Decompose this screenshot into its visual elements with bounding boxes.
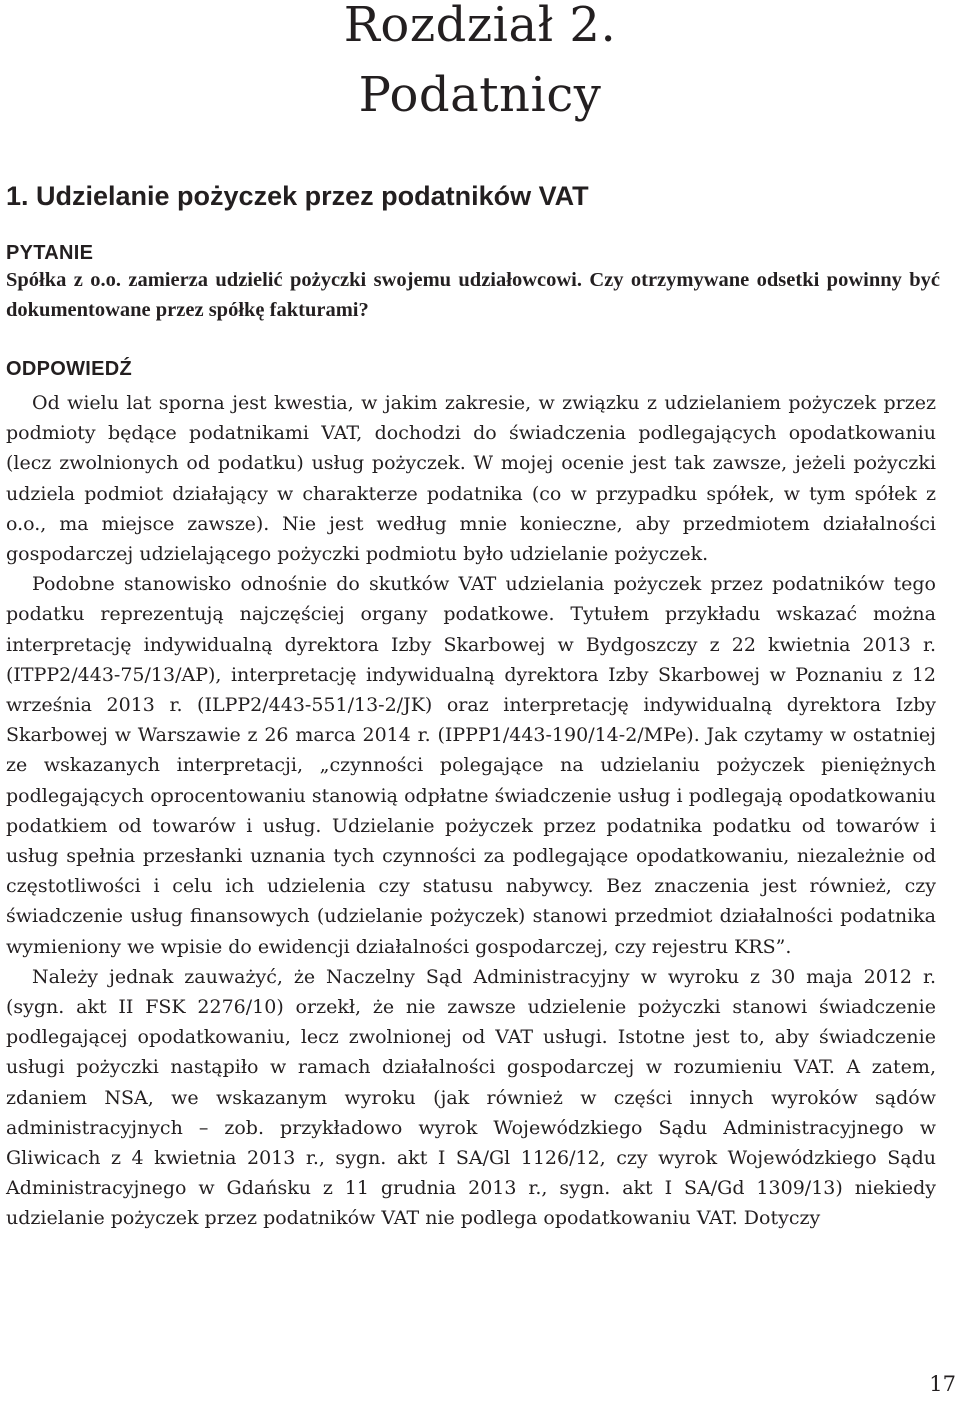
question-text: Spółka z o.o. zamierza udzielić pożyczki swojemu udziałowcowi. Czy otrzymywane odsetki powinny być dokumentowane przez spółkę fakturami?	[6, 269, 940, 321]
answer-paragraph-3: Należy jednak zauważyć, że Naczelny Sąd Administracyjny w wyroku z 30 maja 2012 r. (sygn. akt II FSK 2276/10) orzekł, że nie zawsze udzielenie pożyczki stanowi świadczenie podlegającej opodatkowaniu, lecz zwolnionej od VAT usługi. Istotne jest to, aby świadczenie usługi pożyczki nastąpiło w ramach działalności gospodarczej w rozumieniu VAT. A zatem, zdaniem NSA, we wskazanym wyroku (jak również w części innych wyroków sądów administracyjnych – zob. przykładowo wyrok Wojewódzkiego Sądu Administracyjnego w Gliwicach z 4 kwietnia 2013 r., sygn. akt I SA/Gl 1126/12, czy wyrok Wojewódzkiego Sądu Administracyjnego w Gdańsku z 11 grudnia 2013 r., sygn. akt I SA/Gd 1309/13) niekiedy udzielanie pożyczek przez podatników VAT nie podlega opodatkowaniu VAT. Dotyczy	[6, 965, 936, 1230]
answer-paragraph-2: Podobne stanowisko odnośnie do skutków VAT udzielania pożyczek przez podatników tego podatku reprezentują najczęściej organy podatkowe. Tytułem przykładu wskazać można interpretację indywidualną dyrektora Izby Skarbowej w Bydgoszczy z 22 kwietnia 2013 r. (ITPP2/443-75/13/AP), interpretację indywidualną dyrektora Izby Skarbowej w Poznaniu z 12 września 2013 r. (ILPP2/443-551/13-2/JK) oraz interpretację indywidualną dyrektora Izby Skarbowej w Warszawie z 26 marca 2014 r. (IPPP1/443-190/14-2/MPe). Jak czytamy w ostatniej ze wskazanych interpretacji, „czynności polegające na udzielaniu pożyczek pieniężnych podlegających oprocentowaniu stanowią odpłatne świadczenie usług i podlegają opodatkowaniu podatkiem od towarów i usług. Udzielanie pożyczek przez podatnika podatku od towarów i usług spełnia przesłanki uznania tych czynności za podlegające opodatkowaniu, niezależnie od częstotliwości i celu ich udzielenia czy statusu nabywcy. Bez znaczenia jest również, czy świadczenie usług finansowych (udzielanie pożyczek) stanowi przedmiot działalności podatnika wymieniony we wpisie do ewidencji działalności gospodarczej, czy rejestru KRS”.	[6, 573, 936, 958]
answer-paragraph-1: Od wielu lat sporna jest kwestia, w jakim zakresie, w związku z udzielaniem pożyczek przez podmioty będące podatnikami VAT, dochodzi do świadczenia podlegających opodatkowaniu (lecz zwolnionych od podatku) usług pożyczek. W mojej ocenie jest tak zawsze, jeżeli pożyczki udziela podmiot działający w charakterze podatnika (co w przypadku spółek, w tym spółek z o.o., ma miejsce zawsze). Nie jest według mnie konieczne, aby przedmiotem działalności gospodarczej udzielającego pożyczki podmiotu było udzielanie pożyczek.	[6, 392, 936, 566]
chapter-title-name: Podatnicy	[358, 67, 602, 123]
question-label: PYTANIE	[6, 242, 94, 264]
answer-label: ODPOWIEDŹ	[6, 358, 133, 380]
chapter-title-number: Rozdział 2.	[343, 0, 617, 53]
section-heading: 1. Udzielanie pożyczek przez podatników VAT	[6, 181, 589, 211]
answer-body	[6, 388, 936, 1234]
page-number: 17	[929, 1372, 956, 1396]
